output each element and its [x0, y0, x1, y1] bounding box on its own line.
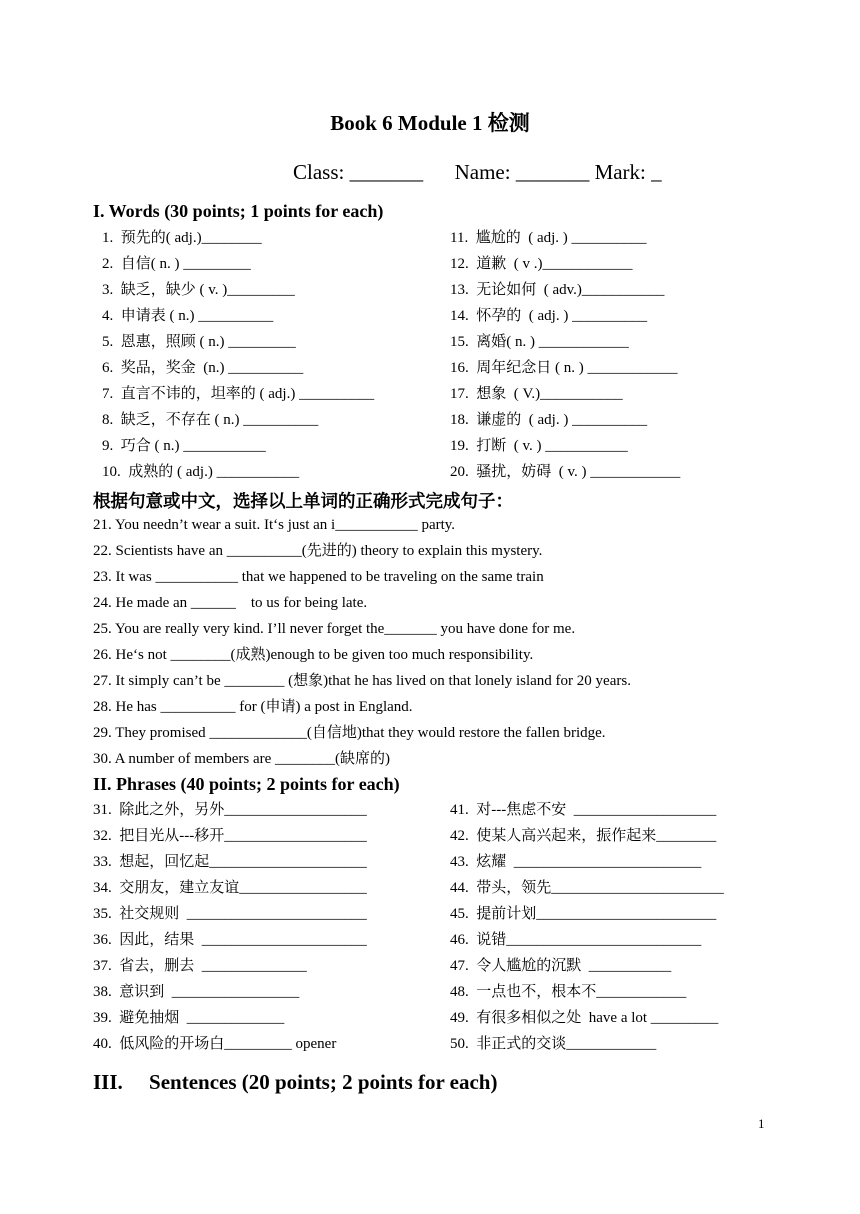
- sentence-item: 25. You are really very kind. I’ll never forget the_______ you have done for me.: [93, 621, 576, 637]
- sentence-item: 27. It simply can’t be ________ (想象)that he has lived on that lonely island for 20 years.: [93, 673, 631, 689]
- word-item: 20. 骚扰，妨碍 ( v. ) ____________: [450, 464, 681, 480]
- word-item: 18. 谦虚的 ( adj. ) __________: [450, 412, 648, 428]
- phrase-item: 37. 省去，删去 ______________: [93, 958, 307, 974]
- page-title: Book 6 Module 1 检测: [330, 111, 530, 135]
- sentence-item: 30. A number of members are ________(缺席的): [93, 751, 391, 767]
- word-item: 14. 怀孕的 ( adj. ) __________: [450, 308, 648, 324]
- sentence-item: 24. He made an ______ to us for being late.: [93, 595, 368, 611]
- phrase-item: 46. 说错__________________________: [450, 932, 702, 948]
- word-item: 8. 缺乏，不存在 ( n.) __________: [102, 412, 319, 428]
- word-item: 10. 成熟的 ( adj.) ___________: [102, 464, 300, 480]
- phrase-item: 43. 炫耀 _________________________: [450, 854, 702, 870]
- phrase-item: 49. 有很多相似之处 have a lot _________: [450, 1010, 719, 1026]
- word-item: 4. 申请表 ( n.) __________: [102, 308, 274, 324]
- phrase-item: 41. 对---焦虑不安 ___________________: [450, 802, 717, 818]
- phrase-item: 33. 想起，回忆起_____________________: [93, 854, 367, 870]
- section-phrases-heading: II. Phrases (40 points; 2 points for each): [93, 774, 400, 794]
- phrase-item: 47. 令人尴尬的沉默 ___________: [450, 958, 672, 974]
- word-item: 17. 想象 ( V.)___________: [450, 386, 623, 402]
- word-item: 11. 尴尬的 ( adj. ) __________: [450, 230, 647, 246]
- phrase-item: 44. 带头，领先_______________________: [450, 880, 724, 896]
- word-item: 6. 奖品，奖金 (n.) __________: [102, 360, 304, 376]
- phrase-item: 50. 非正式的交谈____________: [450, 1036, 657, 1052]
- sentence-item: 28. He has __________ for (申请) a post in England.: [93, 699, 413, 715]
- phrase-item: 38. 意识到 _________________: [93, 984, 300, 1000]
- sentence-item: 23. It was ___________ that we happened to be traveling on the same train: [93, 569, 544, 585]
- word-item: 3. 缺乏，缺少 ( v. )_________: [102, 282, 295, 298]
- phrase-item: 45. 提前计划________________________: [450, 906, 717, 922]
- section-words-heading: I. Words (30 points; 1 points for each): [93, 201, 384, 221]
- word-item: 16. 周年纪念日 ( n. ) ____________: [450, 360, 678, 376]
- phrase-item: 39. 避免抽烟 _____________: [93, 1010, 285, 1026]
- sentence-item: 26. He‘s not ________(成熟)enough to be given too much responsibility.: [93, 647, 534, 663]
- phrase-item: 48. 一点也不，根本不____________: [450, 984, 687, 1000]
- word-item: 13. 无论如何 ( adv.)___________: [450, 282, 665, 298]
- word-item: 1. 预先的( adj.)________: [102, 230, 262, 246]
- word-item: 5. 恩惠，照顾 ( n.) _________: [102, 334, 296, 350]
- word-item: 9. 巧合 ( n.) ___________: [102, 438, 266, 454]
- phrase-item: 32. 把目光从---移开___________________: [93, 828, 367, 844]
- phrase-item: 36. 因此，结果 ______________________: [93, 932, 367, 948]
- phrase-item: 42. 使某人高兴起来，振作起来________: [450, 828, 717, 844]
- phrase-item: 40. 低风险的开场白_________ opener: [93, 1036, 337, 1052]
- word-item: 15. 离婚( n. ) ____________: [450, 334, 629, 350]
- phrase-item: 35. 社交规则 ________________________: [93, 906, 367, 922]
- word-item: 12. 道歉 ( v .)____________: [450, 256, 633, 272]
- student-info-line: Class: _______ Name: _______ Mark: _: [293, 160, 662, 184]
- page-number: 1: [758, 1116, 765, 1131]
- sentence-item: 22. Scientists have an __________(先进的) theory to explain this mystery.: [93, 543, 543, 559]
- phrase-item: 34. 交朋友，建立友谊_________________: [93, 880, 367, 896]
- sentence-item: 29. They promised _____________(自信地)that they would restore the fallen bridge.: [93, 725, 606, 741]
- sentence-item: 21. You needn’t wear a suit. It‘s just an i___________ party.: [93, 517, 456, 533]
- phrase-item: 31. 除此之外，另外___________________: [93, 802, 367, 818]
- word-item: 7. 直言不讳的，坦率的 ( adj.) __________: [102, 386, 375, 402]
- fill-in-instruction: 根据句意或中文，选择以上单词的正确形式完成句子：: [93, 492, 513, 512]
- section-sentences-heading: III. Sentences (20 points; 2 points for each): [93, 1070, 498, 1094]
- word-item: 2. 自信( n. ) _________: [102, 256, 251, 272]
- word-item: 19. 打断 ( v. ) ___________: [450, 438, 628, 454]
